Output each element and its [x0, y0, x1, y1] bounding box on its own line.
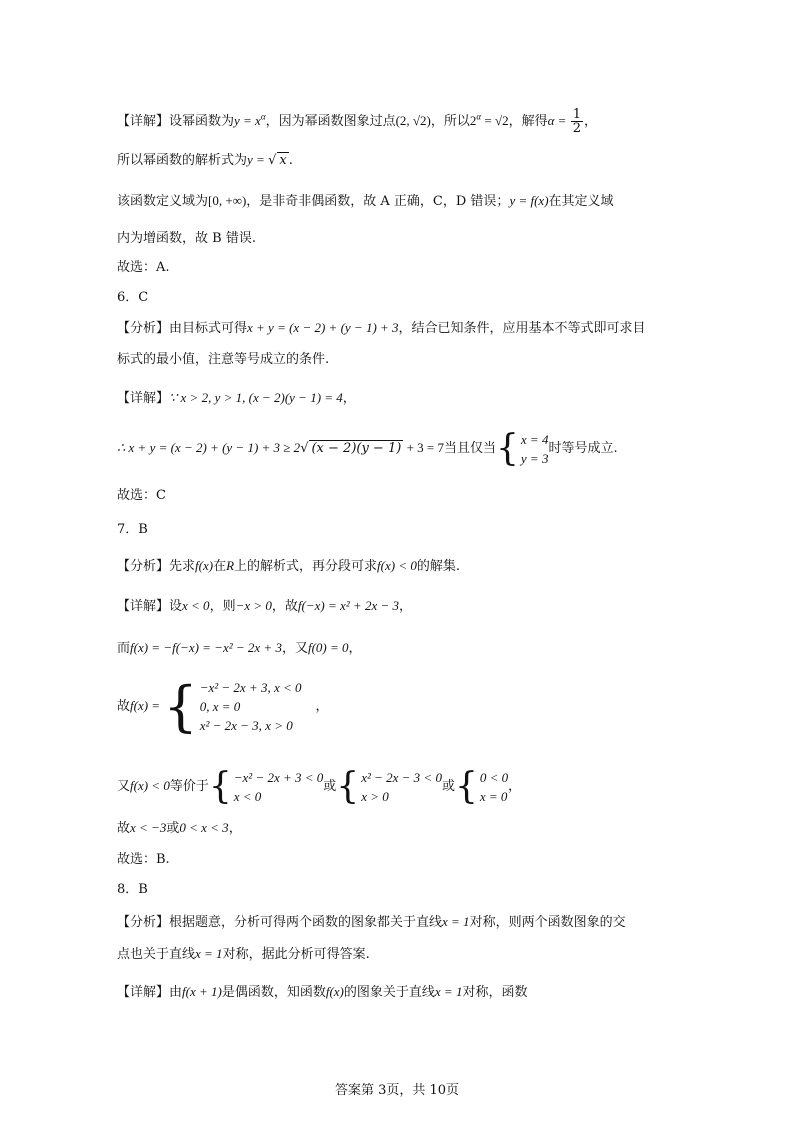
math-sqrt-x: x — [279, 153, 287, 168]
line-5: 故选：A. — [117, 260, 170, 275]
math-y-fx: y = f(x) — [509, 193, 549, 208]
line-4: 内为增函数，故 B 错误. — [117, 231, 256, 246]
math-target-expr: x + y = (x − 2) + (y − 1) + 3 — [247, 320, 399, 335]
line-1: 【详解】设幂函数为$y = x^\alpha$，因为幂函数图象过点(2, √2)，所以$2^\alpha = √2$，解得α = $\frac{1}{2}$ ， — [117, 107, 598, 136]
line-15: 而f(x) = −f(−x) = −x² − 2x + 3，又f(0) = 0， — [117, 640, 362, 656]
math-ineq-lhs: ∴ x + y = (x − 2) + (y − 1) + 3 ≥ 2 — [117, 440, 301, 455]
line-16: 故f(x) = { −x² − 2x + 3, x < 0 0, x = 0 x² − 2x − 3, x > 0 ， — [117, 674, 329, 738]
line-11: 故选：C — [117, 488, 166, 503]
math-piecewise: { −x² − 2x + 3, x < 0 0, x = 0 x² − 2x − 3, x > 0 — [163, 674, 302, 738]
math-given: ∵ x > 2, y > 1, (x − 2)(y − 1) = 4 — [169, 390, 343, 405]
line-23: 【详解】由f(x + 1)是偶函数，知函数f(x)的图象关于直线x = 1对称，函数 — [117, 984, 528, 1000]
line-21: 【分析】根据题意，分析可得两个函数的图象都关于直线x = 1对称，则两个函数图象的交 — [117, 914, 626, 930]
math-system-2: { x² − 2x − 3 < 0 x > 0 — [336, 765, 442, 807]
line-8: 标式的最小值，注意等号成立的条件. — [117, 352, 330, 367]
math-power-function: $y = x^\alpha$ — [234, 111, 266, 128]
math-half-fraction: $\frac{1}{2}$ — [572, 107, 581, 136]
page-footer: 答案第 3页，共 10页 — [334, 1083, 460, 1098]
math-domain: [0, +∞) — [208, 193, 247, 208]
line-17: 又f(x) < 0等价于 { −x² − 2x + 3 < 0 x < 0 或 { x² − 2x − 3 < 0 x > 0 或 { 0 < 0 x = 0 ， — [117, 765, 522, 807]
line-13: 【分析】先求f(x)在R上的解析式，再分段可求f(x) < 0的解集. — [117, 558, 460, 574]
math-alpha: α = — [547, 113, 570, 128]
math-system-3: { 0 < 0 x = 0 — [454, 765, 509, 807]
math-point: (2, √2) — [395, 113, 431, 128]
line-12: 7．B — [117, 522, 148, 537]
line-6: 6．C — [117, 290, 149, 305]
line-18: 故x < −3或0 < x < 3， — [117, 820, 242, 836]
line-3: 该函数定义域为[0, +∞)，是非奇非偶函数，故 A 正确，C，D 错误；y = f(x)在其定义域 — [117, 193, 614, 209]
math-equality-condition: { x = 4 y = 3 — [496, 427, 549, 469]
line-19: 故选：B. — [117, 852, 170, 867]
line-20: 8．B — [117, 882, 148, 897]
line-22: 点也关于直线x = 1对称，据此分析可得答案. — [117, 946, 370, 962]
math-power-eq: $2^\alpha = √2$ — [469, 111, 509, 128]
math-ineq-radicand: (x − 2)(y − 1) — [311, 441, 402, 456]
math-y-eq: y = — [247, 152, 269, 167]
math-system-1: { −x² − 2x + 3 < 0 x < 0 — [208, 765, 324, 807]
line-10: ∴ x + y = (x − 2) + (y − 1) + 3 ≥ 2√ (x − 2)(y − 1) + 3 = 7当且仅当 { x = 4 y = 3 时等号成立. — [117, 427, 618, 469]
line-9: 【详解】∵ x > 2, y > 1, (x − 2)(y − 1) = 4， — [117, 390, 356, 406]
line-14: 【详解】设x < 0，则−x > 0，故f(−x) = x² + 2x − 3， — [117, 598, 413, 614]
line-2: 所以幂函数的解析式为y = √ x . — [117, 152, 293, 168]
line-7: 【分析】由目标式可得x + y = (x − 2) + (y − 1) + 3，结合已知条件，应用基本不等式即可求目 — [117, 320, 646, 336]
